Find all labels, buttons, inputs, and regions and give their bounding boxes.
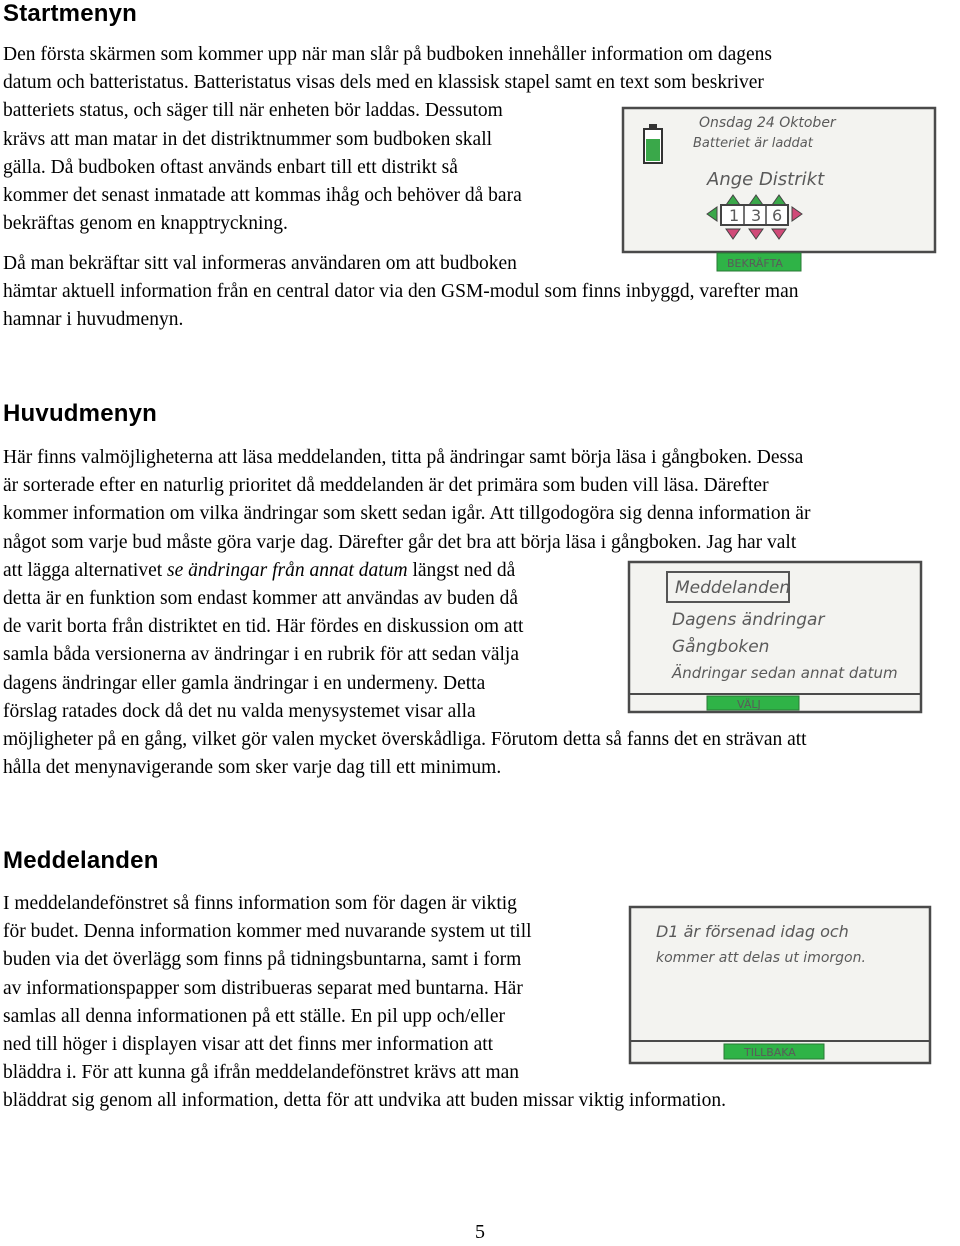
text-run: de varit borta från distriktet en tid. Här fördes en diskussion om att	[3, 616, 524, 638]
text-line: datum och batteristatus. Batteristatus visas dels med en klassisk stapel samt en text som beskriver	[3, 72, 764, 94]
start-screen-sketch-svg	[621, 105, 939, 275]
text-run: hålla det menynavigerande som sker varje dag till ett minimum.	[3, 757, 502, 779]
text-line: Då man bekräftar sitt val informeras användaren om att budboken	[3, 253, 517, 274]
text-line: ned till höger i displayen visar att det finns mer information att	[3, 1033, 494, 1055]
sketch-menu-item-1: Meddelanden	[675, 578, 791, 598]
heading-meddelanden: Meddelanden	[3, 847, 159, 874]
text-line: batteriets status, och säger till när enheten bör laddas. Dessutom	[3, 100, 503, 122]
text-line: gälla. Då budboken oftast används enbart till ett distrikt så	[3, 156, 458, 178]
text-line: Den första skärmen som kommer upp när man slår på budboken innehåller information om dagens	[3, 44, 772, 65]
text-line: buden via det överlägg som finns på tidningsbuntarna, samt i form	[3, 949, 522, 971]
text-line: för budet. Denna information kommer med nuvarande system ut till	[3, 921, 532, 943]
text-line	[3, 472, 810, 500]
text-run: Här finns valmöjligheterna att läsa meddelanden, titta på ändringar samt börja läsa i gångboken. Dessa	[3, 447, 804, 468]
meddelanden-paragraph	[3, 890, 726, 1116]
text-run: kommer information om vilka ändringar som skett sedan igår. Att tillgodogöra sig denna information är	[3, 503, 811, 525]
italic-text: se ändringar från annat datum	[167, 559, 408, 581]
heading-huvudmenyn: Huvudmenyn	[3, 400, 158, 427]
text-line: I meddelandefönstret så finns information som för dagen är viktig	[3, 893, 517, 914]
text-line: hamnar i huvudmenyn.	[3, 309, 184, 331]
page-number: 5	[475, 1221, 485, 1243]
main-menu-sketch	[627, 560, 924, 716]
text-run: längst ned då	[407, 559, 516, 581]
text-line	[3, 754, 810, 782]
text-run: något som varje bud måste göra varje dag. Därefter går det bra att börja läsa i gångboken. Jag har valt	[3, 531, 797, 553]
sketch-menu-item-4: Ändringar sedan annat datum	[672, 664, 898, 682]
text-line: kommer det senast inmatade att kommas ihåg och behöver då bara	[3, 184, 522, 206]
text-run: är sorterade efter en naturlig prioritet då meddelanden är det primära som buden vill läsa. Därefter	[3, 475, 769, 497]
sketch-date-text: Onsdag 24 Oktober	[699, 115, 836, 131]
text-line: av informationspapper som distribueras separat med buntarna. Här	[3, 977, 523, 999]
text-line: bläddra i. För att kunna gå ifrån meddelandefönstret krävs att man	[3, 1062, 520, 1084]
sketch-message-line-1: D1 är försenad idag och	[656, 922, 849, 941]
sketch-digit-3: 6	[772, 206, 783, 225]
text-run: möjligheter på en gång, vilket gör valen mycket överskådliga. Förutom detta så fanns det en strävan att	[3, 728, 807, 750]
battery-icon	[644, 124, 662, 163]
sketch-district-label: Ange Distrikt	[707, 169, 825, 190]
sketch-back-button	[724, 1044, 824, 1059]
text-run: förslag ratades dock då det nu valda menysystemet visar alla	[3, 700, 476, 722]
sketch-confirm-label: BEKRÄFTA	[727, 257, 783, 270]
text-line: bläddrat sig genom all information, detta för att undvika att buden missar viktig information.	[3, 1090, 726, 1112]
messages-sketch	[628, 905, 934, 1067]
sketch-select-label: VÄLJ	[737, 698, 761, 711]
heading-startmenyn: Startmenyn	[3, 0, 138, 27]
sketch-menu-item-2: Dagens ändringar	[672, 610, 825, 630]
text-line	[3, 444, 810, 472]
sketch-menu-item-3: Gångboken	[672, 637, 770, 657]
start-screen-sketch	[621, 105, 939, 275]
text-line: samlas all denna informationen på ett ställe. En pil upp och/eller	[3, 1005, 505, 1027]
sketch-battery-status-text: Batteriet är laddat	[693, 136, 813, 151]
text-line: bekräftas genom en knapptryckning.	[3, 213, 288, 235]
text-run: att lägga alternativet	[3, 559, 168, 581]
text-line: hämtar aktuell information från en central dator via den GSM-modul som finns inbyggd, varefter man	[3, 281, 799, 303]
main-menu-sketch-svg	[627, 560, 924, 716]
text-run: dagens ändringar eller gamla ändringar i en undermeny. Detta	[3, 672, 486, 694]
text-line	[3, 726, 810, 754]
sketch-message-line-2: kommer att delas ut imorgon.	[656, 950, 866, 966]
sketch-confirm-button	[717, 253, 801, 271]
messages-sketch-svg	[628, 905, 934, 1067]
text-line: krävs att man matar in det distriktnummer som budboken skall	[3, 128, 493, 150]
text-run: samla båda versionerna av ändringar i en rubrik för att sedan välja	[3, 644, 519, 666]
sketch-digit-1: 1	[729, 206, 740, 225]
text-line	[3, 500, 810, 528]
sketch-select-button	[707, 696, 799, 711]
text-run: detta är en funktion som endast kommer att användas av buden då	[3, 587, 518, 609]
text-line	[3, 529, 810, 557]
sketch-back-label: TILLBAKA	[744, 1046, 796, 1059]
sketch-digit-2: 3	[751, 206, 762, 225]
